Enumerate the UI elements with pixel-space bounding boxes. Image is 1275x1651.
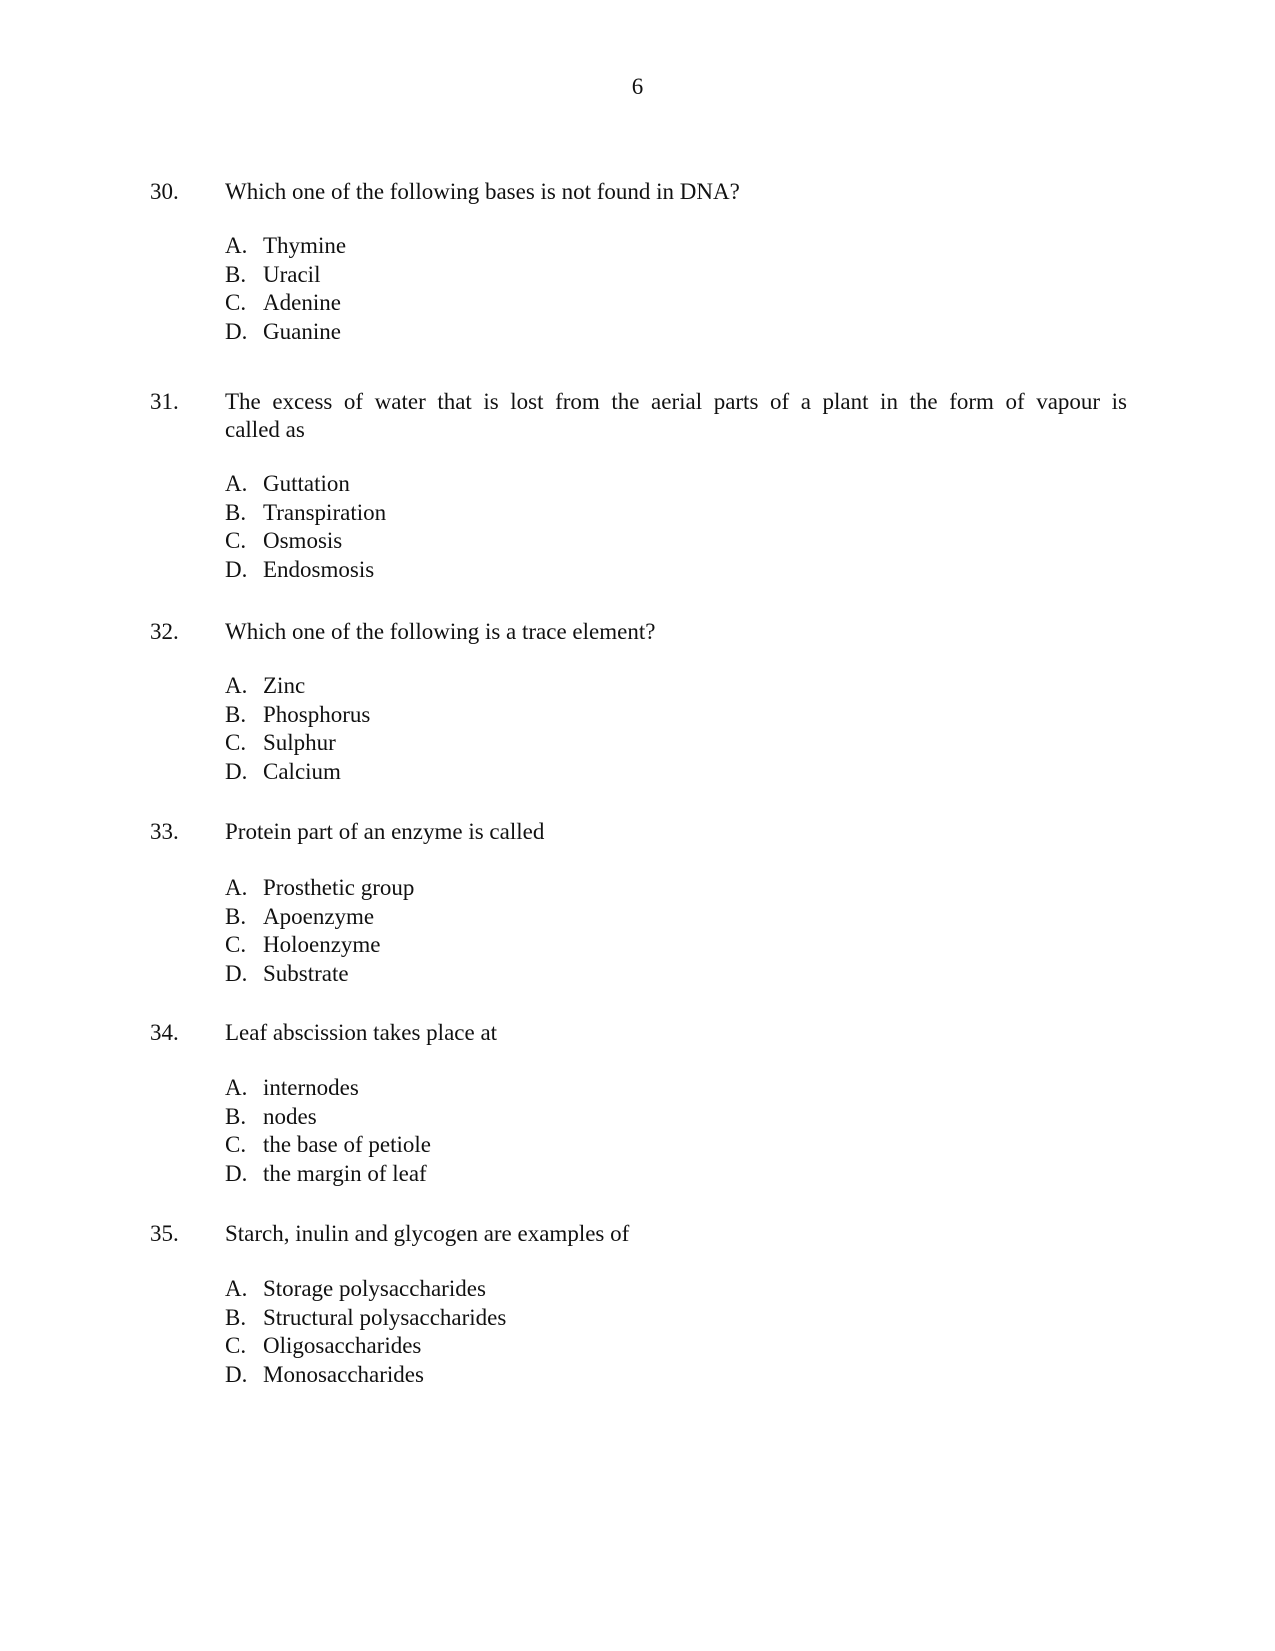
option-letter: C.	[225, 290, 247, 315]
question-stem: Starch, inulin and glycogen are examples of	[225, 1221, 630, 1246]
option-text: Monosaccharides	[263, 1361, 424, 1387]
option-text: Substrate	[263, 960, 349, 986]
option-letter: D.	[225, 960, 248, 986]
option-a	[225, 1275, 506, 1304]
question-stem-line-2: called as	[225, 417, 305, 442]
question-number: 33.	[150, 819, 179, 844]
option-text: Oligosaccharides	[263, 1333, 422, 1358]
option-text: Adenine	[263, 290, 341, 315]
option-letter: D.	[225, 758, 248, 784]
page-number: 6	[631, 74, 644, 99]
question-number: 32.	[150, 619, 179, 644]
option-a	[225, 874, 414, 903]
option-text: internodes	[263, 1075, 359, 1100]
question-stem	[225, 388, 1127, 444]
option-letter: C.	[225, 1132, 247, 1157]
option-letter: B.	[225, 1103, 247, 1129]
option-letter: A.	[225, 233, 248, 258]
option-text: Thymine	[263, 233, 347, 258]
option-a	[225, 1074, 431, 1103]
option-text: Osmosis	[263, 528, 343, 553]
option-c	[225, 931, 414, 960]
option-text: Guanine	[263, 318, 341, 344]
option-letter: A.	[225, 1276, 248, 1301]
question-number: 30.	[150, 179, 179, 204]
option-text: Holoenzyme	[263, 932, 381, 957]
option-text: nodes	[263, 1103, 317, 1129]
option-text: Sulphur	[263, 730, 336, 755]
option-letter: C.	[225, 932, 247, 957]
options-list	[225, 874, 414, 988]
option-d	[225, 758, 370, 787]
option-letter: B.	[225, 701, 247, 727]
option-text: Zinc	[263, 673, 306, 698]
option-text: Phosphorus	[263, 701, 371, 727]
option-text: the margin of leaf	[263, 1160, 427, 1186]
option-a	[225, 232, 346, 261]
option-b	[225, 499, 386, 528]
option-c	[225, 1332, 506, 1361]
question-number: 34.	[150, 1020, 179, 1045]
option-text: the base of petiole	[263, 1132, 431, 1157]
option-b	[225, 903, 414, 932]
option-letter: D.	[225, 556, 248, 582]
options-list	[225, 1074, 431, 1188]
option-letter: C.	[225, 528, 247, 553]
option-letter: A.	[225, 673, 248, 698]
question-stem: Protein part of an enzyme is called	[225, 819, 545, 844]
option-d	[225, 318, 346, 347]
option-letter: D.	[225, 1160, 248, 1186]
option-text: Structural polysaccharides	[263, 1304, 507, 1330]
option-letter: A.	[225, 471, 248, 496]
option-letter: C.	[225, 730, 247, 755]
option-a	[225, 470, 386, 499]
option-text: Apoenzyme	[263, 903, 375, 929]
option-b	[225, 701, 370, 730]
option-letter: A.	[225, 1075, 248, 1100]
question-stem: Leaf abscission takes place at	[225, 1020, 498, 1045]
options-list	[225, 672, 370, 786]
option-text: Uracil	[263, 261, 321, 287]
option-letter: B.	[225, 1304, 247, 1330]
option-b	[225, 1304, 506, 1333]
option-text: Transpiration	[263, 499, 387, 525]
option-text: Calcium	[263, 758, 341, 784]
option-text: Prosthetic group	[263, 875, 415, 900]
options-list	[225, 232, 346, 346]
option-letter: D.	[225, 318, 248, 344]
option-c	[225, 729, 370, 758]
option-c	[225, 1131, 431, 1160]
option-d	[225, 1361, 506, 1390]
option-d	[225, 960, 414, 989]
option-letter: D.	[225, 1361, 248, 1387]
option-c	[225, 527, 386, 556]
option-text: Endosmosis	[263, 556, 375, 582]
options-list	[225, 1275, 506, 1389]
option-text: Guttation	[263, 471, 350, 496]
question-stem: Which one of the following bases is not found in DNA?	[225, 179, 740, 204]
question-stem-line-1: The excess of water that is lost from the aerial parts of a plant in the form of vapour is	[225, 389, 1127, 414]
option-b	[225, 1103, 431, 1132]
option-b	[225, 261, 346, 290]
option-d	[225, 1160, 431, 1189]
option-letter: C.	[225, 1333, 247, 1358]
options-list	[225, 470, 386, 584]
option-text: Storage polysaccharides	[263, 1276, 486, 1301]
question-stem: Which one of the following is a trace element?	[225, 619, 656, 644]
question-number: 35.	[150, 1221, 179, 1246]
option-letter: B.	[225, 261, 247, 287]
question-number: 31.	[150, 389, 179, 414]
option-d	[225, 556, 386, 585]
option-a	[225, 672, 370, 701]
option-letter: B.	[225, 499, 247, 525]
option-c	[225, 289, 346, 318]
option-letter: B.	[225, 903, 247, 929]
option-letter: A.	[225, 875, 248, 900]
